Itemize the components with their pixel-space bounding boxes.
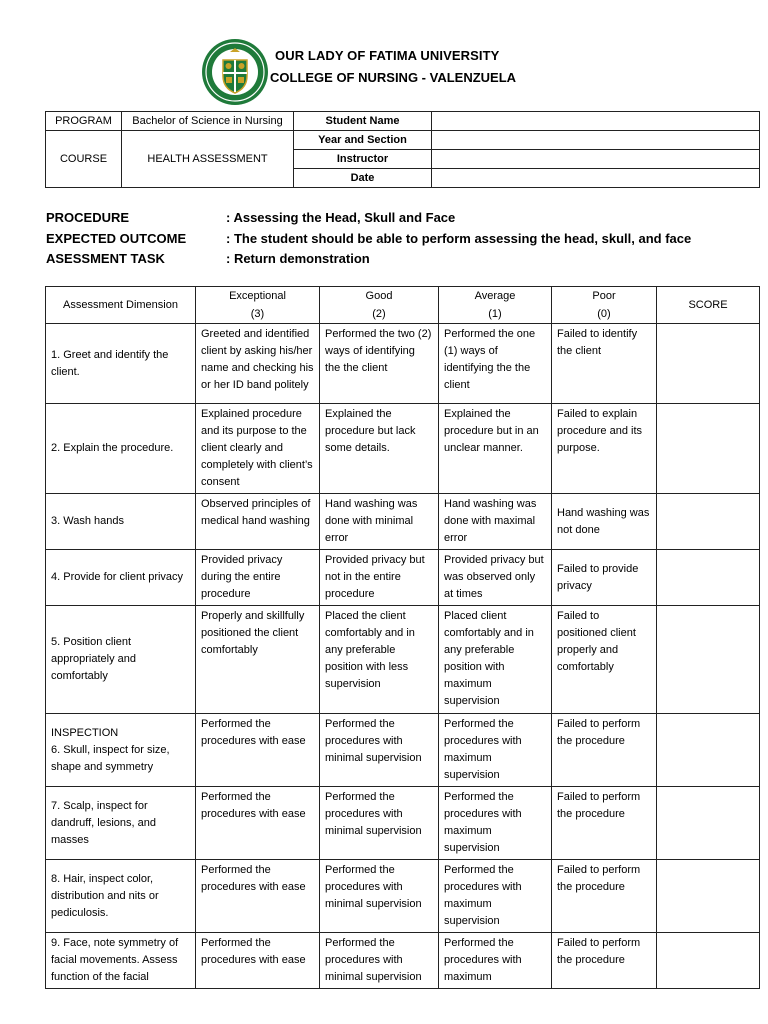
instructor-label: Instructor [294, 150, 432, 169]
row-score-field[interactable] [657, 860, 760, 933]
row-poor: Failed to identify the client [552, 324, 657, 404]
row-dimension: 9. Face, note symmetry of facial movements. Assess function of the facial [46, 933, 196, 989]
row-dimension: 1. Greet and identify the client. [46, 324, 196, 404]
row-dimension: 4. Provide for client privacy [46, 550, 196, 606]
year-section-label: Year and Section [294, 131, 432, 150]
rubric-row [46, 324, 760, 404]
university-seal-logo [201, 38, 269, 106]
row-dimension: 3. Wash hands [46, 494, 196, 550]
row-average: Performed the procedures with maximum supervision [439, 860, 552, 933]
row-average: Performed the procedures with maximum supervision [439, 714, 552, 787]
inspection-section-label: INSPECTION [51, 726, 119, 739]
row-average: Performed the one (1) ways of identifying the the client [439, 324, 552, 404]
row-poor: Failed to perform the procedure [552, 714, 657, 787]
procedure-label: PROCEDURE [46, 210, 130, 225]
header-average: Average (1) [439, 287, 552, 324]
row-exceptional: Performed the procedures with ease [196, 714, 320, 787]
university-name: OUR LADY OF FATIMA UNIVERSITY [275, 48, 500, 63]
row-exceptional: Performed the procedures with ease [196, 933, 320, 989]
date-label: Date [294, 169, 432, 188]
row-good: Performed the two (2) ways of identifying the the client [320, 324, 439, 404]
row-good: Explained the procedure but lack some details. [320, 404, 439, 494]
row-good: Performed the procedures with minimal supervision [320, 933, 439, 989]
rubric-row [46, 404, 760, 494]
row-score-field[interactable] [657, 933, 760, 989]
row-average: Performed the procedures with maximum [439, 933, 552, 989]
row-good: Performed the procedures with minimal supervision [320, 860, 439, 933]
row-score-field[interactable] [657, 324, 760, 404]
row-exceptional: Greeted and identified client by asking his/her name and checking his or her ID band politely [196, 324, 320, 404]
row-good: Provided privacy but not in the entire procedure [320, 550, 439, 606]
header-good: Good (2) [320, 287, 439, 324]
rubric-row [46, 494, 760, 550]
student-info-table [45, 111, 760, 188]
row-average: Hand washing was done with maximal error [439, 494, 552, 550]
rubric-row [46, 860, 760, 933]
course-value: HEALTH ASSESSMENT [122, 131, 294, 188]
row-dimension: 5. Position client appropriately and comfortably [46, 606, 196, 714]
rubric-row [46, 606, 760, 714]
row-poor: Failed to positioned client properly and comfortably [552, 606, 657, 714]
header-assessment-dimension: Assessment Dimension [46, 287, 196, 324]
row-exceptional: Provided privacy during the entire procedure [196, 550, 320, 606]
row-score-field[interactable] [657, 550, 760, 606]
expected-outcome-value: : The student should be able to perform assessing the head, skull, and face [226, 231, 692, 246]
assessment-task-value: : Return demonstration [226, 251, 370, 266]
rubric-row [46, 787, 760, 860]
row-score-field[interactable] [657, 404, 760, 494]
expected-outcome-label: EXPECTED OUTCOME [46, 231, 187, 246]
row-good: Placed the client comfortably and in any preferable position with less supervision [320, 606, 439, 714]
instructor-field[interactable] [432, 150, 760, 169]
assessment-task-label: ASESSMENT TASK [46, 251, 165, 266]
college-name: COLLEGE OF NURSING - VALENZUELA [270, 70, 517, 85]
header-poor: Poor (0) [552, 287, 657, 324]
year-section-field[interactable] [432, 131, 760, 150]
row-average: Performed the procedures with maximum supervision [439, 787, 552, 860]
row-score-field[interactable] [657, 714, 760, 787]
row-exceptional: Observed principles of medical hand washing [196, 494, 320, 550]
row-good: Performed the procedures with minimal supervision [320, 714, 439, 787]
course-label: COURSE [46, 131, 122, 188]
program-label: PROGRAM [46, 112, 122, 131]
row-score-field[interactable] [657, 606, 760, 714]
row-poor: Failed to perform the procedure [552, 787, 657, 860]
program-value: Bachelor of Science in Nursing [122, 112, 294, 131]
row-poor: Hand washing was not done [552, 494, 657, 550]
rubric-row [46, 550, 760, 606]
row-poor: Failed to perform the procedure [552, 860, 657, 933]
row-average: Provided privacy but was observed only at times [439, 550, 552, 606]
row-score-field[interactable] [657, 787, 760, 860]
student-name-label: Student Name [294, 112, 432, 131]
date-field[interactable] [432, 169, 760, 188]
row-good: Performed the procedures with minimal supervision [320, 787, 439, 860]
row-exceptional: Explained procedure and its purpose to the client clearly and completely with client’s consent [196, 404, 320, 494]
rubric-row [46, 714, 760, 787]
student-name-field[interactable] [432, 112, 760, 131]
row-poor: Failed to perform the procedure [552, 933, 657, 989]
rubric-row [46, 933, 760, 989]
rubric-table [45, 286, 760, 989]
row-dimension: 8. Hair, inspect color, distribution and nits or pediculosis. [46, 860, 196, 933]
row-dimension: 2. Explain the procedure. [46, 404, 196, 494]
header-score: SCORE [657, 287, 760, 324]
row-exceptional: Performed the procedures with ease [196, 860, 320, 933]
procedure-value: : Assessing the Head, Skull and Face [226, 210, 456, 225]
row-good: Hand washing was done with minimal error [320, 494, 439, 550]
row-average: Placed client comfortably and in any preferable position with maximum supervision [439, 606, 552, 714]
row-dimension-text: 6. Skull, inspect for size, shape and symmetry [51, 743, 170, 773]
row-poor: Failed to provide privacy [552, 550, 657, 606]
row-dimension: 7. Scalp, inspect for dandruff, lesions, and masses [46, 787, 196, 860]
row-dimension [46, 714, 196, 787]
row-exceptional: Performed the procedures with ease [196, 787, 320, 860]
row-poor: Failed to explain procedure and its purpose. [552, 404, 657, 494]
row-average: Explained the procedure but in an unclear manner. [439, 404, 552, 494]
row-score-field[interactable] [657, 494, 760, 550]
header-exceptional: Exceptional (3) [196, 287, 320, 324]
row-exceptional: Properly and skillfully positioned the client comfortably [196, 606, 320, 714]
